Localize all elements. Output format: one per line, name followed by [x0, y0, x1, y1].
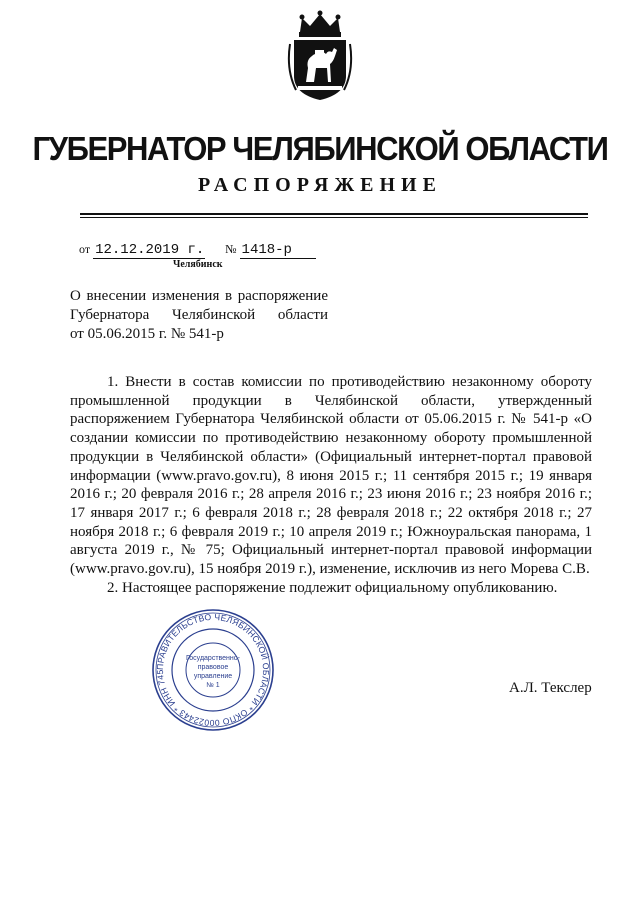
page-title: ГУБЕРНАТОР ЧЕЛЯБИНСКОЙ ОБЛАСТИ: [32, 130, 608, 167]
number-prefix: №: [225, 242, 237, 256]
document-body: [70, 373, 592, 597]
signatory-name: А.Л. Текслер: [509, 680, 592, 696]
official-seal-icon: [150, 608, 276, 732]
date-number-line: [79, 242, 316, 259]
chelyabinsk-coat-of-arms-icon: [286, 10, 354, 102]
date-prefix: от: [79, 242, 91, 256]
seal-inner-line: Государственно-: [185, 655, 241, 662]
header-divider: [80, 213, 588, 215]
subject-line: О внесении изменения в распоряжение: [70, 288, 328, 304]
city-label: Челябинск: [173, 259, 223, 270]
seal-inner-line: управление: [193, 673, 233, 680]
body-paragraph: 2. Настоящее распоряжение подлежит официальному опубликованию.: [107, 579, 558, 596]
seal-inner-line: № 1: [206, 682, 220, 689]
document-number: 1418-р: [240, 242, 316, 259]
subject-line: от 05.06.2015 г. № 541-р: [70, 326, 224, 342]
coat-of-arms-emblem: [286, 10, 354, 102]
document-subject: [70, 287, 328, 344]
document-type: РАСПОРЯЖЕНИЕ: [198, 174, 442, 196]
subject-line: Губернатора Челябинской области: [70, 307, 328, 323]
header-divider-thin: [80, 217, 588, 218]
seal-outer-text: ПРАВИТЕЛЬСТВО ЧЕЛЯБИНСКОЙ ОБЛАСТИ * ОКПО 00022443 * ИНН 745: [154, 611, 272, 729]
seal-inner-line: правовое: [197, 664, 229, 671]
official-seal: [150, 608, 276, 732]
document-date: 12.12.2019 г.: [95, 242, 205, 258]
body-paragraph: 1. Внести в состав комиссии по противодействию незаконному обороту промышленной продукции в Челябинской области, утвержденный распоряжением Губернатора Челябинской области от 05.06.2015 г. № 541-р «О создании комиссии по противодействию незаконному обороту промышленной продукции в Челябинской области» (Официальный интернет-портал правовой информации (www.pravo.gov.ru), 8 июня 2015 г.; 11 сентября 2015 г.; 19 января 2016 г.; 20 февраля 2016 г.; 28 апреля 2016 г.; 23 июня 2016 г.; 23 ноября 2016 г.; 17 января 2017 г.; 6 февраля 2018 г.; 28 февраля 2018 г.; 22 октября 2018 г.; 27 ноября 2018 г.; 6 февраля 2019 г.; 10 апреля 2019 г.; Южноуральская панорама, 1 августа 2019 г., № 75; Официальный интернет-портал правовой информации (www.pravo.gov.ru), 15 ноября 2019 г.), изменение, исключив из него Морева С.В.: [70, 374, 592, 578]
